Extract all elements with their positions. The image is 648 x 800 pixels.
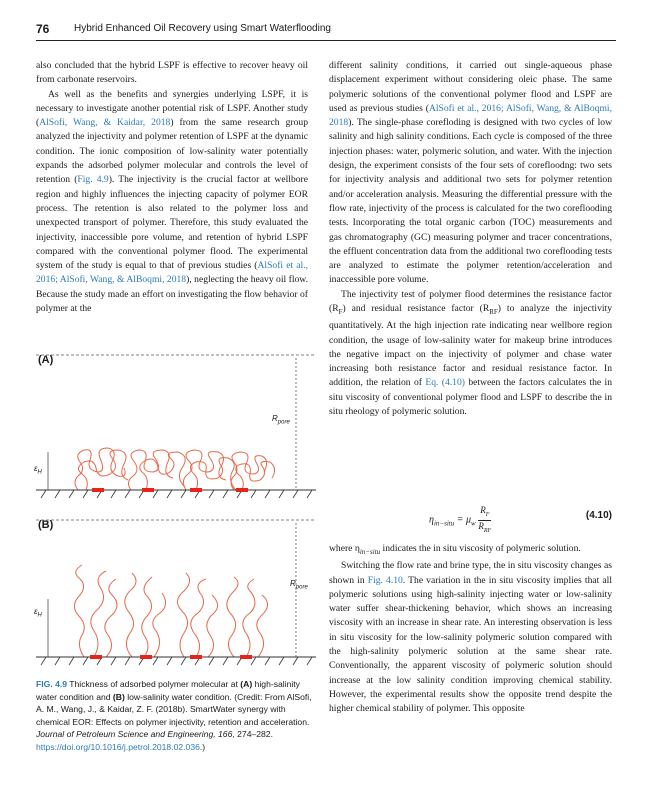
equation-4-10 <box>329 503 612 534</box>
figure-link[interactable]: Fig. 4.10 <box>367 574 403 586</box>
adsorbed-polymer-coils <box>75 448 275 490</box>
paragraph: different salinity conditions, it carried out single-aqueous phase displacement experiment without considering oleic phase. The same polymeric solutions of the conventional polymer flood and LSPF are used as previous studies (AlSofi et al., 2016; AlSofi, Wang, & AlBoqmi, 2018). The single-phase corefloding is designed with two cycles of low salinity and high salinity conditions. Each cycle is composed of the three injection phases: water, polymeric solution, and water. With the injection design, the experiment consists of the four sets of corefloodng: two sets for injectivity analysis and additional two sets for polymer retention and/or acceleration analysis. Measuring the differential pressure with the flow rate, injectivity of the process is calculated for the two coreflooding tests. Incorporating the total organic carbon (TOC) measurements and gas chromatography (GC) measuring polymer and tracer concentrations, the effluent concentration data from the additional two coreflooding tests are analyzed to estimate the polymer retention/acceleration and inaccessible pore volume. <box>329 60 612 286</box>
paragraph: The injectivity test of polymer flood determines the resistance factor $(R_F)$ and residual resistance factor $(R_{RF})$ to analyze the injectivity quantitatively. At the high injection rate indicating near wellbore region condition, the usage of low-salinity water for makeup brine introduces the negative impact on the injectivity of polymer and chase water increasing both resistance factor and residual resistance factor. In addition, the relation of Eq. (4.10) between the factors calculates the in situ viscosity of conventional polymer flood and LSPF to describe the in situ rheology of polymeric solution. <box>329 288 612 418</box>
panel-label: (A) <box>38 354 54 366</box>
thickness-label-b: $\varepsilon_H$ <box>34 607 42 619</box>
page-number: 76 <box>36 22 50 36</box>
paragraph: where $\eta_{in-situ}$ indicates the in situ viscosity of polymeric solution. <box>329 543 581 556</box>
left-column <box>36 59 308 316</box>
extended-polymer-chains <box>74 565 267 657</box>
paragraph: As well as the benefits and synergies underlying LSPF, it is necessary to investigate another potential risk of LSPF. Another study (AlSofi, Wang, & Kaidar, 2018) from the same research group analyzed the injectivity and polymer retention of LSPF at the dynamic condition. The ionic composition of low-salinity water potentially expands the adsorbed polymer molecular and controls the level of retention (Fig. 4.9). The injectivity is the crucial factor at wellbore region and highly influences the injecting capacity of polymer EOR process. The retention is also related to the polymer loss and unexpected transport of polymer. Therefore, this study evaluated the injectivity, inaccessible pore volume, and retention of hybrid LSPF compared with the conventional polymer flood. The experimental system of the study is equal to that of previous studies (AlSofi et al., 2016; AlSofi, Wang, & AlBoqmi, 2018), neglecting the heavy oil flow. Because the study made an effort on investigating the flow behavior of polymer at the <box>36 88 308 315</box>
r-pore-label-a: $R_{pore}$ <box>272 414 290 426</box>
paragraph: also concluded that the hybrid LSPF is effective to recover heavy oil from carbonate reservoirs. <box>36 60 308 86</box>
figure-b-illustration <box>36 517 318 667</box>
figure-caption: FIG. 4.9 Thickness of adsorbed polymer molecular at (A) high-salinity water condition and (B) low-salinity water condition. (Credit: From AlSofi, A. M., Wang, J., & Kaidar, Z. F. (2018b). SmartWater synergy with chemical EOR: Effects on polymer injectivity, retention and acceleration. Journal of Petroleum Science and Engineering, 166, 274–282. https://doi.org/10.1016/j.petrol.2018.02.036.) <box>36 679 312 752</box>
page-header <box>36 20 616 41</box>
figure-a-illustration <box>36 352 318 514</box>
equation-number: (4.10) <box>585 510 612 521</box>
citation-link[interactable]: AlSofi, Wang, & Kaidar, 2018 <box>39 117 171 129</box>
running-title: Hybrid Enhanced Oil Recovery using Smart Waterflooding <box>74 23 331 34</box>
equation-link[interactable]: Eq. (4.10) <box>425 377 465 389</box>
right-column <box>329 59 612 419</box>
figure-panel-b <box>36 517 318 667</box>
equation-expression: $\eta_{in-situ} = \mu_w$ $\frac{R_F}{R_{RF}}$ <box>429 505 492 534</box>
r-pore-label-b: $R_{pore}$ <box>290 579 308 591</box>
panel-label: (B) <box>38 519 54 531</box>
paragraph: Switching the flow rate and brine type, the in situ viscosity changes as shown in Fig. 4.10. The variation in the in situ viscosity implies that all polymeric solutions using high-salinity injecting water or low-salinity water suffer shear-thickening behavior, which shows an increasing viscosity with an increase in shear rate. An interesting observation is less in situ viscosity for the low-salinity polymeric solution compared with the high-salinity polymeric solution at the same shear rate. Conventionally, the apparent viscosity of polymeric solution should increase at the low salinity condition improving chemical stability. However, the experimental results show the opposite trend despite the higher chemical stability of polymer. This opposite <box>329 560 612 715</box>
figure-link[interactable]: Fig. 4.9 <box>77 174 109 186</box>
thickness-label-a: $\varepsilon_H$ <box>34 464 42 476</box>
doi-link[interactable]: https://doi.org/10.1016/j.petrol.2018.02.036 <box>36 741 200 752</box>
figure-number: FIG. 4.9 <box>36 679 68 689</box>
wall-hatching <box>41 657 312 665</box>
right-column-continued <box>329 542 612 716</box>
wall-hatching <box>41 490 312 498</box>
citation-link[interactable]: AlSofi et al., 2016; AlSofi, Wang, & AlBoqmi, 2018 <box>329 102 612 129</box>
equation-fraction: $\frac{R_F}{R_{RF}}$ <box>478 505 492 534</box>
citation-link[interactable]: AlSofi et al., 2016; AlSofi, Wang, & AlBoqmi, 2018 <box>36 260 308 286</box>
figure-panel-a <box>36 352 318 514</box>
